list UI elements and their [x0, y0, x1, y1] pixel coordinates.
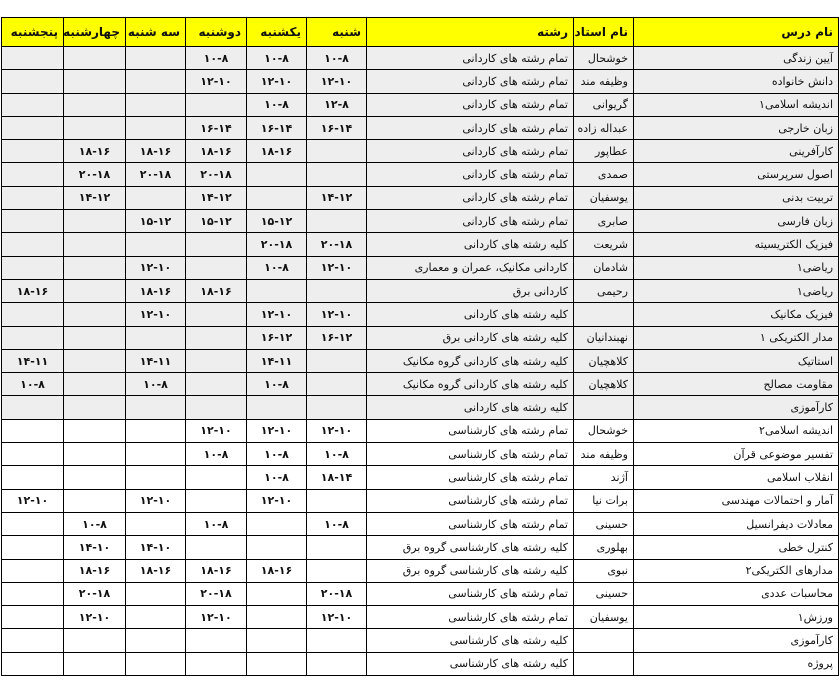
header-teacher: نام استاد — [574, 18, 634, 47]
tuesday-time-cell: ۱۴-۱۱ — [126, 349, 186, 372]
field-cell: تمام رشته های کاردانی — [367, 93, 574, 116]
field-cell: تمام رشته های کاردانی — [367, 47, 574, 70]
thursday-time-cell — [2, 559, 64, 582]
header-course: نام درس — [634, 18, 839, 47]
thursday-time-cell — [2, 466, 64, 489]
wednesday-time-cell — [64, 279, 126, 302]
wednesday-time-cell — [64, 233, 126, 256]
saturday-time-cell: ۲۰-۱۸ — [307, 582, 367, 605]
teacher-cell: نبوی — [574, 559, 634, 582]
wednesday-time-cell — [64, 629, 126, 652]
teacher-cell: حسینی — [574, 582, 634, 605]
course-name-cell: مدار الکتریکی ۱ — [634, 326, 839, 349]
table-row — [2, 582, 839, 605]
sunday-time-cell: ۱۰-۸ — [247, 256, 307, 279]
course-name-cell: مدارهای الکتریکی۲ — [634, 559, 839, 582]
wednesday-time-cell — [64, 652, 126, 675]
course-name-cell: آیین زندگی — [634, 47, 839, 70]
monday-time-cell: ۱۰-۸ — [186, 512, 247, 535]
saturday-time-cell — [307, 163, 367, 186]
tuesday-time-cell: ۱۸-۱۶ — [126, 559, 186, 582]
teacher-cell — [574, 652, 634, 675]
tuesday-time-cell — [126, 186, 186, 209]
teacher-cell: عبداله زاده — [574, 116, 634, 139]
tuesday-time-cell — [126, 233, 186, 256]
course-name-cell: انقلاب اسلامی — [634, 466, 839, 489]
saturday-time-cell: ۲۰-۱۸ — [307, 233, 367, 256]
tuesday-time-cell: ۱۸-۱۶ — [126, 279, 186, 302]
thursday-time-cell: ۱۴-۱۱ — [2, 349, 64, 372]
course-name-cell: ریاضی۱ — [634, 256, 839, 279]
thursday-time-cell — [2, 396, 64, 419]
course-name-cell: کنترل خطی — [634, 536, 839, 559]
course-name-cell: اندیشه اسلامی۲ — [634, 419, 839, 442]
sunday-time-cell — [247, 279, 307, 302]
table-row — [2, 652, 839, 675]
schedule-body — [2, 47, 839, 676]
teacher-cell: شادمان — [574, 256, 634, 279]
teacher-cell: رحیمی — [574, 279, 634, 302]
teacher-cell: عطاپور — [574, 140, 634, 163]
table-row — [2, 233, 839, 256]
thursday-time-cell — [2, 186, 64, 209]
field-cell: کلیه رشته های کاردانی گروه مکانیک — [367, 349, 574, 372]
sunday-time-cell: ۱۰-۸ — [247, 47, 307, 70]
teacher-cell — [574, 303, 634, 326]
wednesday-time-cell: ۲۰-۱۸ — [64, 163, 126, 186]
teacher-cell: کلاهچیان — [574, 373, 634, 396]
table-row — [2, 70, 839, 93]
saturday-time-cell: ۱۰-۸ — [307, 47, 367, 70]
wednesday-time-cell: ۱۴-۱۲ — [64, 186, 126, 209]
tuesday-time-cell: ۱۰-۸ — [126, 373, 186, 396]
field-cell: تمام رشته های کاردانی — [367, 186, 574, 209]
field-cell: تمام رشته های کاردانی — [367, 140, 574, 163]
tuesday-time-cell — [126, 116, 186, 139]
teacher-cell: گریوانی — [574, 93, 634, 116]
table-row — [2, 512, 839, 535]
course-name-cell: تربیت بدنی — [634, 186, 839, 209]
teacher-cell: وظیفه مند — [574, 443, 634, 466]
header-row — [2, 18, 839, 47]
monday-time-cell: ۲۰-۱۸ — [186, 582, 247, 605]
monday-time-cell — [186, 326, 247, 349]
field-cell: کلیه رشته های کاردانی برق — [367, 326, 574, 349]
tuesday-time-cell — [126, 606, 186, 629]
teacher-cell: خوشحال — [574, 47, 634, 70]
saturday-time-cell — [307, 140, 367, 163]
wednesday-time-cell — [64, 326, 126, 349]
thursday-time-cell — [2, 210, 64, 233]
teacher-cell: نهبندانیان — [574, 326, 634, 349]
table-row — [2, 140, 839, 163]
thursday-time-cell — [2, 443, 64, 466]
wednesday-time-cell — [64, 466, 126, 489]
sunday-time-cell: ۱۴-۱۱ — [247, 349, 307, 372]
thursday-time-cell — [2, 93, 64, 116]
course-name-cell: محاسبات عددی — [634, 582, 839, 605]
saturday-time-cell — [307, 279, 367, 302]
saturday-time-cell: ۱۲-۱۰ — [307, 256, 367, 279]
tuesday-time-cell — [126, 512, 186, 535]
table-row — [2, 47, 839, 70]
monday-time-cell: ۱۰-۸ — [186, 443, 247, 466]
teacher-cell: کلاهچیان — [574, 349, 634, 372]
field-cell: تمام رشته های کاردانی — [367, 163, 574, 186]
sunday-time-cell: ۱۲-۱۰ — [247, 303, 307, 326]
field-cell: کلیه رشته های کاردانی — [367, 233, 574, 256]
teacher-cell — [574, 629, 634, 652]
monday-time-cell — [186, 303, 247, 326]
tuesday-time-cell — [126, 93, 186, 116]
wednesday-time-cell: ۲۰-۱۸ — [64, 582, 126, 605]
teacher-cell: خوشحال — [574, 419, 634, 442]
sunday-time-cell: ۱۰-۸ — [247, 443, 307, 466]
sunday-time-cell — [247, 396, 307, 419]
thursday-time-cell: ۱۸-۱۶ — [2, 279, 64, 302]
wednesday-time-cell — [64, 47, 126, 70]
thursday-time-cell — [2, 652, 64, 675]
course-name-cell: زبان خارجی — [634, 116, 839, 139]
monday-time-cell — [186, 652, 247, 675]
monday-time-cell: ۱۲-۱۰ — [186, 606, 247, 629]
course-name-cell: کارآفرینی — [634, 140, 839, 163]
saturday-time-cell — [307, 210, 367, 233]
course-name-cell: مقاومت مصالح — [634, 373, 839, 396]
header-tuesday: سه شنبه — [126, 18, 186, 47]
field-cell: کلیه رشته های کارشناسی گروه برق — [367, 536, 574, 559]
course-name-cell: کارآموزی — [634, 629, 839, 652]
saturday-time-cell: ۱۴-۱۲ — [307, 186, 367, 209]
saturday-time-cell: ۱۲-۸ — [307, 93, 367, 116]
table-row — [2, 163, 839, 186]
table-row — [2, 466, 839, 489]
header-saturday: شنبه — [307, 18, 367, 47]
field-cell: کاردانی برق — [367, 279, 574, 302]
header-field: رشته — [367, 18, 574, 47]
thursday-time-cell — [2, 256, 64, 279]
table-row — [2, 210, 839, 233]
wednesday-time-cell — [64, 256, 126, 279]
thursday-time-cell — [2, 419, 64, 442]
thursday-time-cell — [2, 140, 64, 163]
saturday-time-cell: ۱۲-۱۰ — [307, 419, 367, 442]
saturday-time-cell: ۱۰-۸ — [307, 512, 367, 535]
course-name-cell: ریاضی۱ — [634, 279, 839, 302]
wednesday-time-cell — [64, 373, 126, 396]
tuesday-time-cell — [126, 466, 186, 489]
thursday-time-cell — [2, 606, 64, 629]
sunday-time-cell — [247, 652, 307, 675]
monday-time-cell — [186, 256, 247, 279]
course-name-cell: فیزیک الکتریسیته — [634, 233, 839, 256]
teacher-cell: شریعت — [574, 233, 634, 256]
header-monday: دوشنبه — [186, 18, 247, 47]
tuesday-time-cell: ۱۲-۱۰ — [126, 256, 186, 279]
table-row — [2, 443, 839, 466]
table-row — [2, 396, 839, 419]
field-cell: کاردانی مکانیک، عمران و معماری — [367, 256, 574, 279]
monday-time-cell — [186, 489, 247, 512]
course-name-cell: پروژه — [634, 652, 839, 675]
sunday-time-cell: ۲۰-۱۸ — [247, 233, 307, 256]
wednesday-time-cell — [64, 396, 126, 419]
monday-time-cell: ۱۲-۱۰ — [186, 70, 247, 93]
sunday-time-cell: ۱۲-۱۰ — [247, 489, 307, 512]
saturday-time-cell — [307, 559, 367, 582]
teacher-cell: حسینی — [574, 512, 634, 535]
tuesday-time-cell — [126, 582, 186, 605]
wednesday-time-cell — [64, 443, 126, 466]
table-row — [2, 419, 839, 442]
table-row — [2, 629, 839, 652]
field-cell: تمام رشته های کارشناسی — [367, 419, 574, 442]
sunday-time-cell — [247, 582, 307, 605]
saturday-time-cell: ۱۶-۱۲ — [307, 326, 367, 349]
saturday-time-cell: ۱۲-۱۰ — [307, 303, 367, 326]
monday-time-cell: ۲۰-۱۸ — [186, 163, 247, 186]
table-row — [2, 349, 839, 372]
monday-time-cell — [186, 629, 247, 652]
course-name-cell: اندیشه اسلامی۱ — [634, 93, 839, 116]
sunday-time-cell — [247, 536, 307, 559]
saturday-time-cell: ۱۶-۱۴ — [307, 116, 367, 139]
wednesday-time-cell — [64, 349, 126, 372]
sunday-time-cell — [247, 606, 307, 629]
field-cell: کلیه رشته های کارشناسی — [367, 629, 574, 652]
field-cell: تمام رشته های کارشناسی — [367, 512, 574, 535]
thursday-time-cell — [2, 303, 64, 326]
sunday-time-cell: ۱۶-۱۲ — [247, 326, 307, 349]
thursday-time-cell — [2, 326, 64, 349]
monday-time-cell — [186, 466, 247, 489]
tuesday-time-cell: ۲۰-۱۸ — [126, 163, 186, 186]
thursday-time-cell — [2, 47, 64, 70]
teacher-cell: آژند — [574, 466, 634, 489]
saturday-time-cell — [307, 629, 367, 652]
wednesday-time-cell — [64, 116, 126, 139]
course-name-cell: معادلات دیفرانسیل — [634, 512, 839, 535]
wednesday-time-cell — [64, 70, 126, 93]
table-row — [2, 536, 839, 559]
teacher-cell: بهلوری — [574, 536, 634, 559]
table-row — [2, 256, 839, 279]
monday-time-cell: ۱۰-۸ — [186, 47, 247, 70]
sunday-time-cell — [247, 186, 307, 209]
monday-time-cell — [186, 233, 247, 256]
field-cell: کلیه رشته های کارشناسی گروه برق — [367, 559, 574, 582]
course-name-cell: تفسیر موضوعی قرآن — [634, 443, 839, 466]
sunday-time-cell: ۱۸-۱۶ — [247, 140, 307, 163]
tuesday-time-cell — [126, 70, 186, 93]
wednesday-time-cell: ۱۲-۱۰ — [64, 606, 126, 629]
table-row — [2, 489, 839, 512]
saturday-time-cell — [307, 396, 367, 419]
sunday-time-cell — [247, 629, 307, 652]
monday-time-cell — [186, 536, 247, 559]
thursday-time-cell — [2, 70, 64, 93]
sunday-time-cell: ۱۵-۱۲ — [247, 210, 307, 233]
teacher-cell: صمدی — [574, 163, 634, 186]
tuesday-time-cell — [126, 443, 186, 466]
sunday-time-cell — [247, 163, 307, 186]
monday-time-cell: ۱۴-۱۲ — [186, 186, 247, 209]
monday-time-cell: ۱۸-۱۶ — [186, 140, 247, 163]
teacher-cell: برات نیا — [574, 489, 634, 512]
field-cell: تمام رشته های کارشناسی — [367, 582, 574, 605]
monday-time-cell: ۱۲-۱۰ — [186, 419, 247, 442]
saturday-time-cell — [307, 652, 367, 675]
field-cell: تمام رشته های کاردانی — [367, 116, 574, 139]
tuesday-time-cell — [126, 419, 186, 442]
monday-time-cell: ۱۶-۱۴ — [186, 116, 247, 139]
course-name-cell: زبان فارسی — [634, 210, 839, 233]
table-row — [2, 606, 839, 629]
monday-time-cell: ۱۸-۱۶ — [186, 559, 247, 582]
wednesday-time-cell — [64, 93, 126, 116]
thursday-time-cell: ۱۲-۱۰ — [2, 489, 64, 512]
table-row — [2, 303, 839, 326]
wednesday-time-cell: ۱۸-۱۶ — [64, 140, 126, 163]
sunday-time-cell: ۱۶-۱۴ — [247, 116, 307, 139]
tuesday-time-cell — [126, 396, 186, 419]
thursday-time-cell — [2, 582, 64, 605]
field-cell: تمام رشته های کاردانی — [367, 210, 574, 233]
monday-time-cell — [186, 349, 247, 372]
teacher-cell: صابری — [574, 210, 634, 233]
thursday-time-cell: ۱۰-۸ — [2, 373, 64, 396]
thursday-time-cell — [2, 163, 64, 186]
course-name-cell: آمار و احتمالات مهندسی — [634, 489, 839, 512]
tuesday-time-cell: ۱۲-۱۰ — [126, 489, 186, 512]
thursday-time-cell — [2, 536, 64, 559]
saturday-time-cell: ۱۰-۸ — [307, 443, 367, 466]
field-cell: تمام رشته های کارشناسی — [367, 466, 574, 489]
sunday-time-cell: ۱۸-۱۶ — [247, 559, 307, 582]
field-cell: تمام رشته های کارشناسی — [367, 443, 574, 466]
tuesday-time-cell: ۱۲-۱۰ — [126, 303, 186, 326]
tuesday-time-cell: ۱۴-۱۰ — [126, 536, 186, 559]
wednesday-time-cell — [64, 303, 126, 326]
table-row — [2, 186, 839, 209]
field-cell: تمام رشته های کارشناسی — [367, 489, 574, 512]
saturday-time-cell — [307, 536, 367, 559]
saturday-time-cell: ۱۲-۱۰ — [307, 606, 367, 629]
sunday-time-cell: ۱۰-۸ — [247, 466, 307, 489]
saturday-time-cell: ۱۸-۱۴ — [307, 466, 367, 489]
saturday-time-cell — [307, 489, 367, 512]
sunday-time-cell: ۱۰-۸ — [247, 373, 307, 396]
thursday-time-cell — [2, 116, 64, 139]
table-row — [2, 279, 839, 302]
course-name-cell: کارآموزی — [634, 396, 839, 419]
table-row — [2, 326, 839, 349]
sunday-time-cell — [247, 512, 307, 535]
tuesday-time-cell — [126, 47, 186, 70]
teacher-cell — [574, 396, 634, 419]
header-wednesday: چهارشنبه — [64, 18, 126, 47]
course-name-cell: اصول سرپرستی — [634, 163, 839, 186]
course-name-cell: دانش خانواده — [634, 70, 839, 93]
field-cell: کلیه رشته های کاردانی — [367, 303, 574, 326]
thursday-time-cell — [2, 233, 64, 256]
tuesday-time-cell: ۱۸-۱۶ — [126, 140, 186, 163]
tuesday-time-cell: ۱۵-۱۲ — [126, 210, 186, 233]
teacher-cell: یوسفیان — [574, 186, 634, 209]
thursday-time-cell — [2, 512, 64, 535]
field-cell: کلیه رشته های کارشناسی — [367, 652, 574, 675]
header-thursday: پنجشنبه — [2, 18, 64, 47]
sunday-time-cell: ۱۰-۸ — [247, 93, 307, 116]
saturday-time-cell — [307, 349, 367, 372]
wednesday-time-cell: ۱۰-۸ — [64, 512, 126, 535]
saturday-time-cell: ۱۲-۱۰ — [307, 70, 367, 93]
field-cell: تمام رشته های کاردانی — [367, 70, 574, 93]
wednesday-time-cell — [64, 419, 126, 442]
wednesday-time-cell — [64, 210, 126, 233]
wednesday-time-cell: ۱۴-۱۰ — [64, 536, 126, 559]
monday-time-cell — [186, 396, 247, 419]
saturday-time-cell — [307, 373, 367, 396]
monday-time-cell — [186, 373, 247, 396]
teacher-cell: وظیفه مند — [574, 70, 634, 93]
wednesday-time-cell: ۱۸-۱۶ — [64, 559, 126, 582]
monday-time-cell — [186, 93, 247, 116]
field-cell: کلیه رشته های کاردانی — [367, 396, 574, 419]
field-cell: تمام رشته های کارشناسی — [367, 606, 574, 629]
header-sunday: یکشنبه — [247, 18, 307, 47]
table-row — [2, 559, 839, 582]
sunday-time-cell: ۱۲-۱۰ — [247, 419, 307, 442]
wednesday-time-cell — [64, 489, 126, 512]
field-cell: کلیه رشته های کاردانی گروه مکانیک — [367, 373, 574, 396]
table-row — [2, 373, 839, 396]
course-name-cell: فیزیک مکانیک — [634, 303, 839, 326]
teacher-cell: یوسفیان — [574, 606, 634, 629]
thursday-time-cell — [2, 629, 64, 652]
sunday-time-cell: ۱۲-۱۰ — [247, 70, 307, 93]
monday-time-cell: ۱۸-۱۶ — [186, 279, 247, 302]
course-name-cell: ورزش۱ — [634, 606, 839, 629]
tuesday-time-cell — [126, 326, 186, 349]
tuesday-time-cell — [126, 629, 186, 652]
monday-time-cell: ۱۵-۱۲ — [186, 210, 247, 233]
schedule-table — [1, 17, 839, 676]
tuesday-time-cell — [126, 652, 186, 675]
course-name-cell: استاتیک — [634, 349, 839, 372]
table-row — [2, 93, 839, 116]
table-row — [2, 116, 839, 139]
